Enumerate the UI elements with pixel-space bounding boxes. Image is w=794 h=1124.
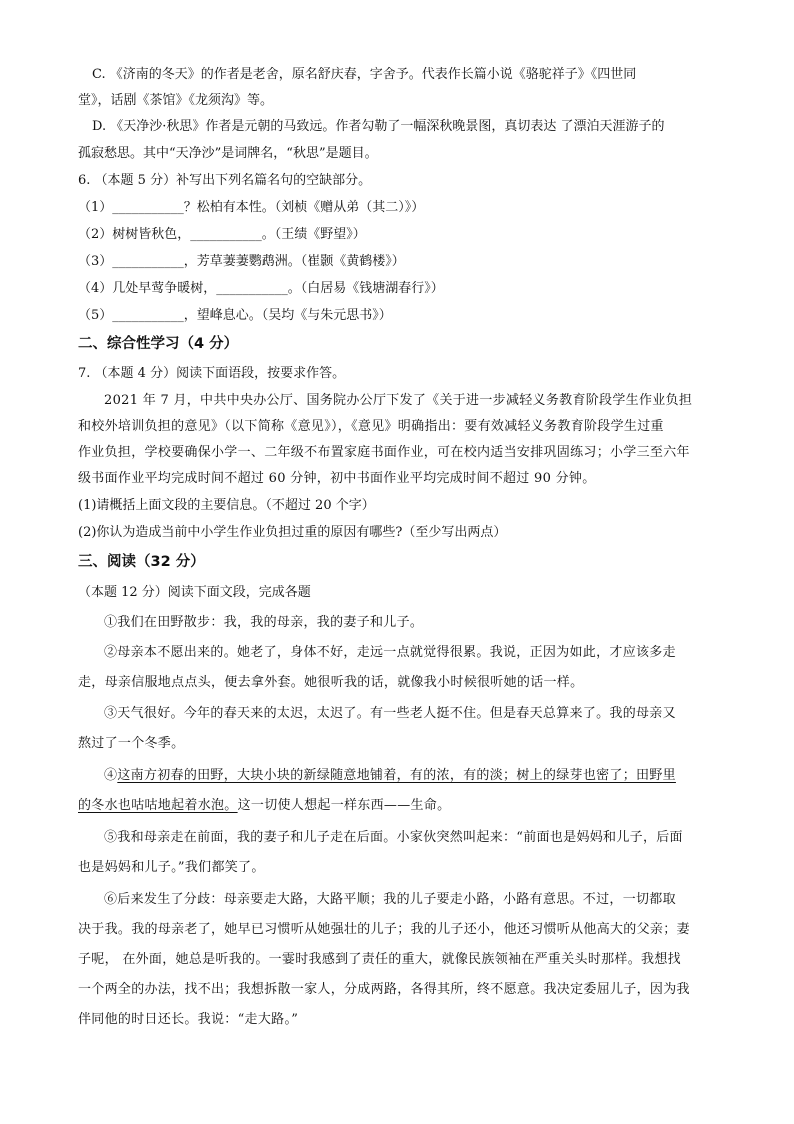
para-1: ①我们在田野散步：我，我的母亲，我的妻子和儿子。 xyxy=(104,615,424,630)
q6-stem: 6. （本题 5 分）补写出下列名篇名句的空缺部分。 xyxy=(78,173,372,188)
para-5-line2: 也是妈妈和儿子。”我们都笑了。 xyxy=(78,860,265,875)
q7-passage-line3: 作业负担，学校要确保小学一、二年级不布置家庭书面作业，可在校内适当安排巩固练习；小学三至六年 xyxy=(78,445,690,460)
section3-title: 三、阅读（32 分） xyxy=(78,554,205,570)
para-5-line1: ⑤我和母亲走在前面，我的妻子和儿子走在后面。小家伙突然叫起来：“前面也是妈妈和儿子，后面 xyxy=(104,830,683,845)
para-6-line5: 伴同他的时日还长。我说：“走大路。” xyxy=(78,1012,299,1027)
para-4-underlined-1: 这南方初春的田野，大块小块的新绿随意地铺着，有的浓，有的淡；树上的绿芽也密了；田野里 xyxy=(117,768,676,783)
q6-item-1: （1）___________？松柏有本性。（刘桢《赠从弟（其二）》） xyxy=(78,200,425,215)
para-6-line3: 子呢， 在外面，她总是听我的。一霎时我感到了责任的重大，就像民族领袖在严重关头时那样。我想找 xyxy=(78,952,681,967)
q7-passage-line4: 级书面作业平均完成时间不超过 60 分钟，初中书面作业平均完成时间不超过 90 分钟。 xyxy=(78,471,596,486)
q7-passage-line2: 和校外培训负担的意见》（以下简称《意见》），《意见》明确指出：要有效减轻义务教育阶段学生过重 xyxy=(78,419,664,434)
para-6-line1: ⑥后来发生了分歧：母亲要走大路，大路平顺；我的儿子要走小路，小路有意思。不过，一切都取 xyxy=(104,892,676,907)
q5-option-c-line2: 堂》，话剧《茶馆》《龙须沟》等。 xyxy=(78,93,274,108)
q5-option-c-line1: C. 《济南的冬天》的作者是老舍，原名舒庆春，字舍予。代表作长篇小说《骆驼祥子》《四世同 xyxy=(92,67,637,82)
para-2-line1: ②母亲本不愿出来的。她老了，身体不好，走远一点就觉得很累。我说，正因为如此，才应该多走 xyxy=(104,645,676,660)
q6-item-3: （3）___________，芳草萋萋鹦鹉洲。（崔颢《黄鹤楼》） xyxy=(78,254,405,269)
para-6-line4: 一个两全的办法，找不出；我想拆散一家人，分成两路，各得其所，终不愿意。我决定委屈儿子，因为我 xyxy=(78,982,690,997)
para-4-line1 xyxy=(104,767,676,785)
q7-sub-question-2: (2)你认为造成当前中小学生作业负担过重的原因有哪些?（至少写出两点） xyxy=(78,525,507,540)
q6-item-4: （4）几处早莺争暖树，___________。（白居易《钱塘湖春行》） xyxy=(78,281,444,296)
para-4-line2 xyxy=(78,797,450,815)
para-3-line1: ③天气很好。今年的春天来的太迟，太迟了。有一些老人挺不住。但是春天总算来了。我的母亲又 xyxy=(104,706,676,721)
para-4-number: ④ xyxy=(104,768,118,783)
para-6-line2: 决于我。我的母亲老了，她早已习惯听从她强壮的儿子；我的儿子还小，他还习惯听从他高大的父亲；妻 xyxy=(78,922,690,937)
q5-option-d-line1: D. 《天净沙·秋思》作者是元朝的马致远。作者勾勒了一幅深秋晚景图，真切表达 了漂泊天涯游子的 xyxy=(92,119,665,134)
section2-title: 二、综合性学习（4 分） xyxy=(78,336,239,352)
q7-stem: 7. （本题 4 分）阅读下面语段，按要求作答。 xyxy=(78,366,346,381)
para-3-line2: 熬过了一个冬季。 xyxy=(78,736,185,751)
q5-option-d-line2: 孤寂愁思。其中“天净沙”是词牌名，“秋思”是题目。 xyxy=(78,146,378,161)
reading-stem: （本题 12 分）阅读下面文段，完成各题 xyxy=(78,585,311,600)
para-4-underlined-2: 的冬水也咕咕地起着水泡。 xyxy=(78,798,238,813)
para-2-line2: 走，母亲信服地点点头，便去拿外套。她很听我的话，就像我小时候很听她的话一样。 xyxy=(78,675,584,690)
q6-item-2: （2）树树皆秋色，___________。（王绩《野望》） xyxy=(78,227,366,242)
q7-sub-question-1: (1)请概括上面文段的主要信息。（不超过 20 个字） xyxy=(78,498,375,513)
q7-passage-line1: 2021 年 7 月，中共中央办公厅、国务院办公厅下发了《关于进一步减轻义务教育阶段学生作业负担 xyxy=(104,393,693,408)
para-4-tail: 这一切使人想起一样东西——生命。 xyxy=(237,798,451,813)
q6-item-5: （5）___________，望峰息心。（吴均《与朱元思书》） xyxy=(78,308,392,323)
